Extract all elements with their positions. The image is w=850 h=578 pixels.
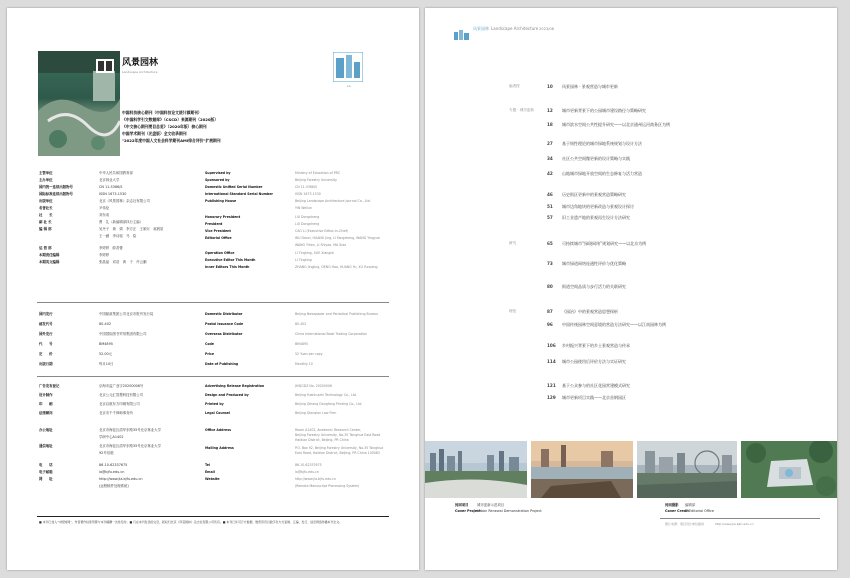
- info-label: 社 长: [39, 213, 53, 217]
- info-label: 名誉社长: [39, 206, 53, 210]
- info-value: 中华人民共和国教育部: [99, 171, 133, 175]
- info-value: Haidian District, Beijing, PR China: [295, 438, 349, 442]
- info-value: 中国邮政集团公司北京市报刊发行局: [99, 312, 154, 316]
- info-value: 80-402: [99, 322, 112, 326]
- info-value: 尹伟伦: [99, 206, 110, 210]
- bottom-note-en[interactable]: http://www.jla.bjfu.edu.cn: [715, 522, 754, 526]
- la-logo-icon: [454, 25, 470, 44]
- info-value: 北京林业大学: [99, 178, 120, 182]
- header-line: 中国科技核心期刊（中国科技论文统计源期刊）: [122, 110, 202, 115]
- toc-page: 42: [547, 171, 553, 176]
- bottom-note: 图片来源：项目设计单位提供: [665, 522, 705, 526]
- info-value: 李婷婷: [99, 253, 110, 257]
- info-value: Beijing Forestry University, No.35 Tsinghua East Road: [295, 433, 381, 437]
- info-label: International Standard Serial Number: [205, 192, 273, 196]
- toc-title: 城市公园使用后评价方法与实证研究: [562, 359, 626, 364]
- info-label: 办公地址: [39, 428, 53, 432]
- photo-park-aerial: [741, 441, 837, 498]
- info-label: Sponsored by: [205, 178, 230, 182]
- toc-section: 理论: [509, 309, 517, 313]
- info-value: 北京市海淀区清华东路35号北京林业大学: [99, 428, 161, 432]
- info-label: 代 号: [39, 342, 53, 346]
- header-line: 《中国科学引文数据库》（CSCD）来源期刊（2020版）: [122, 117, 219, 122]
- info-value: JHSJGDZ No. 20200006: [295, 384, 332, 388]
- info-label: 法律顾问: [39, 411, 53, 415]
- info-value: 刘东成: [99, 213, 110, 217]
- la-logo-icon: [333, 52, 363, 82]
- toc-page: 114: [547, 359, 556, 364]
- info-label: 国内发行: [39, 312, 53, 316]
- info-value: Beijing Landscape Architecture Journal Co., Ltd.: [295, 199, 371, 203]
- cover-credit-value: 编辑部: [685, 503, 696, 507]
- info-value: YIN Weilun: [295, 206, 313, 210]
- info-value: East Road, Haidian District, Beijing, PR China 100083: [295, 451, 380, 455]
- info-label: 编 辑 部: [39, 227, 52, 231]
- info-value: Beijing Qihang Dongfang Printing Co., Ltd.: [295, 402, 363, 406]
- info-value: 北京《风景园林》杂志社有限公司: [99, 199, 150, 203]
- info-value: Beijing Newspaper and Periodical Publishing Bureau: [295, 312, 378, 316]
- header-brand-en: Landscape Architecture: [491, 26, 539, 31]
- cover-image: [38, 51, 120, 156]
- info-label: 印 刷: [39, 402, 53, 406]
- info-label: Legal Counsel: [205, 411, 231, 415]
- info-value: Room A1402, Academic Research Center,: [295, 428, 362, 432]
- info-label: Website: [205, 477, 220, 481]
- info-label: Executive Editor This Month: [205, 258, 256, 262]
- header-line: 《中文核心期刊要目总览》（2020年版）核心期刊: [122, 124, 207, 129]
- info-value: 吴丹子 黄 婧 李方正 王颖月 郝晨星: [99, 227, 164, 231]
- info-value[interactable]: http://www.jla.bjfu.edu.cn: [99, 477, 143, 481]
- info-value: 52 Yuan per copy: [295, 352, 323, 356]
- toc-title: 乡村振兴背景下的乡土景观营造与传承: [562, 343, 630, 348]
- info-value: 王一涵 李诗瑶 马 骁: [99, 234, 137, 238]
- toc-page: 46: [547, 192, 553, 197]
- info-label: Postal Issuance Code: [205, 322, 244, 326]
- info-label: Advertising Release Registration: [205, 384, 265, 388]
- cover-thumbnail[interactable]: [38, 51, 120, 156]
- info-label: Design and Produced by: [205, 393, 249, 397]
- info-value: 京海市监广登字20200006号: [99, 384, 144, 388]
- info-value: WU Danzi, HUANG Jing, LI Fangzheng, WANG Yingyue: [295, 236, 380, 240]
- toc-page: 27: [547, 141, 553, 146]
- photo-2[interactable]: [531, 441, 633, 498]
- info-label: Overseas Distributor: [205, 332, 243, 336]
- info-label: Printed by: [205, 402, 224, 406]
- cover-credit-label-en: Cover Credit: [665, 509, 689, 513]
- toc-title: 历史街区更新中的景观营造策略研究: [562, 192, 626, 197]
- left-page: [7, 8, 419, 570]
- info-label: 副 社 长: [39, 220, 52, 224]
- journal-name-sub: Landscape Architecture: [122, 70, 158, 74]
- photo-city-wheel: [637, 441, 737, 498]
- photo-3[interactable]: [637, 441, 737, 498]
- info-label: 主管单位: [39, 171, 53, 175]
- info-value: 80-402: [295, 322, 307, 326]
- toc-title: 基于韧性理论的城市绿地系统规划与设计方法: [562, 141, 642, 146]
- info-label: 本期英文编辑: [39, 260, 60, 264]
- info-label: Office Address: [205, 428, 231, 432]
- info-label: 邮发代号: [39, 322, 53, 326]
- header-brand: 风景园林: [473, 26, 489, 31]
- info-value: 北京公元汇智慧科技有限公司: [99, 393, 144, 397]
- info-label: Date of Publishing: [205, 362, 239, 366]
- header-issue: 2023/08: [539, 27, 554, 31]
- info-label: Domestic Distributor: [205, 312, 243, 316]
- info-value: 每月10日: [99, 362, 114, 366]
- info-label: 国外发行: [39, 332, 53, 336]
- info-value: Beijing Forestry University: [295, 178, 337, 182]
- info-value: Ministry of Education of PRC: [295, 171, 340, 175]
- info-value: LIU Dongcheng: [295, 222, 320, 226]
- info-label: 设计制作: [39, 393, 53, 397]
- toc-title: 旧工业遗产地的景观再生设计方法研究: [562, 215, 630, 220]
- divider: [37, 516, 389, 517]
- photo-riverside: [531, 441, 633, 498]
- info-value: ISSN 1673-1530: [99, 192, 127, 196]
- toc-title: 城市更新项目实践——北京首钢园区: [562, 395, 626, 400]
- info-label: Inner Editors This Month: [205, 265, 250, 269]
- toc-page: 121: [547, 383, 556, 388]
- toc-page: 34: [547, 156, 553, 161]
- toc-title: 可持续城市“绿斑网络”规划研究——以北京为例: [562, 241, 647, 246]
- cover-credit-label: 封面摄影: [665, 503, 679, 507]
- info-value: 86-10-62337675: [99, 463, 128, 467]
- info-value: 52.00元: [99, 352, 113, 356]
- info-value: 曹 礼（新编辑部执行主编）: [99, 220, 144, 224]
- cover-credit-value-en: Editorial Office: [689, 509, 714, 513]
- toc-page: 12: [547, 108, 553, 113]
- toc-page: 96: [547, 322, 553, 327]
- cover-project-title: 城市更新示范项目: [477, 503, 505, 507]
- header-line: "2022年度中国人文社会科学期刊AMI综合评价"扩展期刊: [122, 138, 221, 143]
- info-label: 出版单位: [39, 199, 53, 203]
- info-value: LIU Dongcheng: [295, 215, 320, 219]
- info-label: 主办单位: [39, 178, 53, 182]
- toc-page: 87: [547, 309, 553, 314]
- info-label: Tel: [205, 463, 211, 467]
- info-value: P.O. Box 92, Beijing Forestry University, No.35 Tsinghua: [295, 446, 384, 450]
- info-value: WANG Yihan, LI Shiyao, MA Xiao: [295, 243, 347, 247]
- right-page: [425, 8, 837, 570]
- info-label: 出版日期: [39, 362, 53, 366]
- info-value: CN 11-5366/S: [99, 185, 123, 189]
- info-label: Editorial Office: [205, 236, 232, 240]
- info-value: 北京市海淀区清华东路35号北京林业大学: [99, 444, 161, 448]
- info-label: Mailing Address: [205, 446, 234, 450]
- info-value: CAO Li (Executive Editor-in-Chief): [295, 229, 349, 233]
- divider: [660, 518, 820, 519]
- toc-title: 街道空间品质与步行活力的关联研究: [562, 284, 626, 289]
- toc-page: 106: [547, 343, 556, 348]
- toc-page: 51: [547, 204, 553, 209]
- info-label: 网 址: [39, 477, 53, 481]
- divider: [37, 302, 389, 303]
- toc-page: 10: [547, 84, 553, 89]
- divider: [37, 376, 389, 377]
- info-label: Vice President: [205, 229, 231, 233]
- toc-title: 基于公众参与的社区花园营建模式研究: [562, 383, 630, 388]
- info-label: Email: [205, 470, 215, 474]
- info-label: Domestic Unified Serial Number: [205, 185, 263, 189]
- footer-notes: ■ 本刊已加入“中国知网”，作者著作权使用费与本刊稿酬一次性给付。■ 凡在本刊发表的文章，版权归北京《风景园林》杂志社有限公司所有。■ 本刊已许可万方数据、维普资讯以数字化方式复制、汇编、发行、信息网络传播本刊全文。: [39, 520, 343, 524]
- info-value: 北京市千千律师事务所: [99, 411, 133, 415]
- toc-page: 57: [547, 215, 553, 220]
- info-value: BM4895: [295, 342, 309, 346]
- toc-title: 山地城市绿地开放空间的生态修复与活力营造: [562, 171, 642, 176]
- info-value: Monthly 10: [295, 362, 313, 366]
- info-value: LI Tingting, XUE Xianglei: [295, 251, 335, 255]
- header-line: 中国学术期刊（光盘版）全文收录期刊: [122, 131, 187, 136]
- toc-page: 18: [547, 122, 553, 127]
- info-label: Publishing House: [205, 199, 237, 203]
- photo-4[interactable]: [741, 441, 837, 498]
- info-value[interactable]: http://www.jla.bjfu.edu.cn: [295, 477, 336, 481]
- info-label: Operation Office: [205, 251, 235, 255]
- toc-title: 社区公共空间微更新的设计策略与实践: [562, 156, 630, 161]
- info-value: 86-10-62337675: [295, 463, 322, 467]
- toc-section: 研究: [509, 241, 517, 245]
- info-value: Beijing Yuanhuizhi Technology Co., Ltd.: [295, 393, 358, 397]
- toc-title: 风景园林 · 景观营造与城市更新: [562, 84, 618, 89]
- info-label: 电 话: [39, 463, 53, 467]
- info-label: Price: [205, 352, 215, 356]
- info-label: President: [205, 222, 223, 226]
- info-value: (远程稿件处理系统): [99, 484, 129, 488]
- info-label: 定 价: [39, 352, 53, 356]
- info-value: ZHANG Jingjing, DENG Hao, HUANG Yu, XU Yunpeng: [295, 265, 378, 269]
- info-value: 张晶晶 邓浩 黄 于 许云鹏: [99, 260, 147, 264]
- toc-section: 专题 · 城市更新: [509, 108, 534, 112]
- info-label: 运 营 部: [39, 246, 52, 250]
- toc-title: 城市绿道网络连通性评价与优化策略: [562, 261, 626, 266]
- cover-project-title-en: Urban Renewal Demonstration Project: [477, 509, 542, 513]
- info-label: 国际标准连续出版物号: [39, 192, 73, 196]
- info-value: 92号信箱: [99, 451, 114, 455]
- info-label: 国内统一连续出版物号: [39, 185, 73, 189]
- info-label: 电子邮箱: [39, 470, 53, 474]
- info-value: 学研中心A1402: [99, 435, 124, 439]
- toc-page: 65: [547, 241, 553, 246]
- toc-page: 129: [547, 395, 556, 400]
- info-label: Honorary President: [205, 215, 241, 219]
- info-value[interactable]: la@bjfu.edu.cn: [99, 470, 125, 474]
- info-value: Beijing Qianqian Law Firm: [295, 411, 337, 415]
- toc-title: 城市更新背景下的公园城市建设路径与策略研究: [562, 108, 646, 113]
- cover-project-label: 封面项目: [455, 503, 469, 507]
- toc-title: 中国传统园林空间意境的营造方法研究——以江南园林为例: [562, 322, 666, 327]
- info-value: 北京启航东方印刷有限公司: [99, 402, 140, 406]
- info-label: 通信地址: [39, 444, 53, 448]
- info-value[interactable]: la@bjfu.edu.cn: [295, 470, 319, 474]
- toc-page: 73: [547, 261, 553, 266]
- info-value: 李婷婷 薛香蕾: [99, 246, 123, 250]
- toc-title: 《园冶》中的景观营造思想探析: [562, 309, 618, 314]
- info-value: China International Book Trading Corporation: [295, 332, 367, 336]
- info-value: 中国国际图书贸易集团有限公司: [99, 332, 147, 336]
- info-value: ISSN 1673-1530: [295, 192, 321, 196]
- toc-title: 城市滨水空间公共性提升研究——以北京通州运河商务区为例: [562, 122, 670, 127]
- toc-section: 编者按: [509, 84, 520, 88]
- toc-title: 城市边角地块的更新改造与景观设计探讨: [562, 204, 634, 209]
- photo-1[interactable]: [425, 441, 527, 498]
- info-value: LI Tingting: [295, 258, 312, 262]
- info-value: BM4895: [99, 342, 113, 346]
- info-label: 本期责任编辑: [39, 253, 60, 257]
- info-label: 广告发布登记: [39, 384, 60, 388]
- toc-page: 80: [547, 284, 553, 289]
- journal-name-cn: 风景园林: [122, 58, 159, 68]
- info-value: (Remote Manuscript Processing System): [295, 484, 360, 488]
- photo-city-skyline: [425, 441, 527, 498]
- info-label: Code: [205, 342, 214, 346]
- cover-badge: LA: [347, 84, 351, 88]
- info-label: Supervised by: [205, 171, 231, 175]
- cover-project-label-en: Cover Project: [455, 509, 481, 513]
- info-value: CN 11-5366/S: [295, 185, 318, 189]
